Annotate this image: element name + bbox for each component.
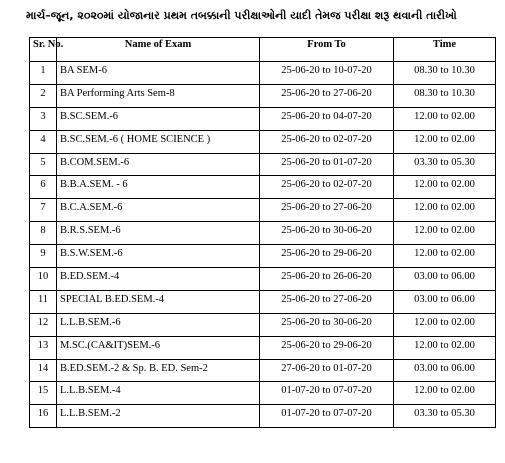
date-range-cell: 25-06-20 to 02-07-20 [260, 176, 394, 199]
sr-cell: 6 [30, 176, 57, 199]
time-cell: 03.00 to 06.00 [394, 359, 496, 382]
time-cell: 12.00 to 02.00 [394, 176, 496, 199]
table-row [30, 405, 496, 428]
date-range-cell: 25-06-20 to 29-06-20 [260, 336, 394, 359]
sr-cell: 8 [30, 222, 57, 245]
header-from-to: From To [260, 38, 394, 62]
exam-name-cell: BA SEM-6 [57, 62, 260, 85]
time-cell: 12.00 to 02.00 [394, 199, 496, 222]
sr-cell: 14 [30, 359, 57, 382]
exam-name-cell: B.SC.SEM.-6 ( HOME SCIENCE ) [57, 130, 260, 153]
sr-cell: 16 [30, 405, 57, 428]
date-range-cell: 25-06-20 to 30-06-20 [260, 222, 394, 245]
table-row [30, 176, 496, 199]
table-row [30, 268, 496, 291]
table-row [30, 107, 496, 130]
sr-cell: 12 [30, 313, 57, 336]
time-cell: 12.00 to 02.00 [394, 130, 496, 153]
time-cell: 08.30 to 10.30 [394, 84, 496, 107]
table-row [30, 290, 496, 313]
sr-cell: 1 [30, 62, 57, 85]
date-range-cell: 25-06-20 to 04-07-20 [260, 107, 394, 130]
exam-name-cell: B.R.S.SEM.-6 [57, 222, 260, 245]
date-range-cell: 25-06-20 to 01-07-20 [260, 153, 394, 176]
date-range-cell: 25-06-20 to 10-07-20 [260, 62, 394, 85]
date-range-cell: 25-06-20 to 30-06-20 [260, 313, 394, 336]
exam-name-cell: B.C.A.SEM.-6 [57, 199, 260, 222]
exam-name-cell: B.COM.SEM.-6 [57, 153, 260, 176]
table-row [30, 222, 496, 245]
table-row [30, 130, 496, 153]
exam-name-cell: B.SC.SEM.-6 [57, 107, 260, 130]
exam-name-cell: M.SC.(CA&IT)SEM.-6 [57, 336, 260, 359]
time-cell: 12.00 to 02.00 [394, 313, 496, 336]
header-sr-no: Sr. No. [30, 38, 57, 62]
time-cell: 12.00 to 02.00 [394, 107, 496, 130]
exam-name-cell: B.ED.SEM.-4 [57, 268, 260, 291]
time-cell: 12.00 to 02.00 [394, 382, 496, 405]
time-cell: 03.00 to 06.00 [394, 290, 496, 313]
time-cell: 12.00 to 02.00 [394, 336, 496, 359]
table-row [30, 359, 496, 382]
sr-cell: 13 [30, 336, 57, 359]
table-row [30, 336, 496, 359]
time-cell: 08.30 to 10.30 [394, 62, 496, 85]
time-cell: 03.00 to 06.00 [394, 268, 496, 291]
table-row [30, 382, 496, 405]
header-time: Time [394, 38, 496, 62]
sr-cell: 3 [30, 107, 57, 130]
date-range-cell: 01-07-20 to 07-07-20 [260, 382, 394, 405]
time-cell: 12.00 to 02.00 [394, 245, 496, 268]
date-range-cell: 25-06-20 to 02-07-20 [260, 130, 394, 153]
table-row [30, 313, 496, 336]
exam-name-cell: B.ED.SEM.-2 & Sp. B. ED. Sem-2 [57, 359, 260, 382]
date-range-cell: 25-06-20 to 26-06-20 [260, 268, 394, 291]
sr-cell: 2 [30, 84, 57, 107]
date-range-cell: 25-06-20 to 27-06-20 [260, 290, 394, 313]
exam-name-cell: B.B.A.SEM. - 6 [57, 176, 260, 199]
date-range-cell: 01-07-20 to 07-07-20 [260, 405, 394, 428]
time-cell: 03.30 to 05.30 [394, 153, 496, 176]
date-range-cell: 25-06-20 to 27-06-20 [260, 84, 394, 107]
table-row [30, 84, 496, 107]
sr-cell: 5 [30, 153, 57, 176]
table-row [30, 153, 496, 176]
table-body [30, 62, 496, 428]
sr-cell: 7 [30, 199, 57, 222]
exam-name-cell: L.L.B.SEM.-2 [57, 405, 260, 428]
date-range-cell: 25-06-20 to 29-06-20 [260, 245, 394, 268]
date-range-cell: 25-06-20 to 27-06-20 [260, 199, 394, 222]
time-cell: 03.30 to 05.30 [394, 405, 496, 428]
exam-name-cell: SPECIAL B.ED.SEM.-4 [57, 290, 260, 313]
exam-name-cell: BA Performing Arts Sem-8 [57, 84, 260, 107]
sr-cell: 11 [30, 290, 57, 313]
table-row [30, 245, 496, 268]
sr-cell: 9 [30, 245, 57, 268]
exam-name-cell: L.L.B.SEM.-4 [57, 382, 260, 405]
exam-name-cell: L.L.B.SEM.-6 [57, 313, 260, 336]
date-range-cell: 27-06-20 to 01-07-20 [260, 359, 394, 382]
table-row [30, 199, 496, 222]
exam-schedule-table [29, 37, 496, 428]
sr-cell: 10 [30, 268, 57, 291]
document-heading: માર્ચ–જૂન, ૨૦૨૦માં યોજાનાર પ્રથમ તબક્કાની પરીક્ષાઓની યાદી તેમજ પરીક્ષા શરૂ થવાની તારીખો [26, 9, 457, 22]
table-row [30, 62, 496, 85]
time-cell: 12.00 to 02.00 [394, 222, 496, 245]
header-exam-name: Name of Exam [57, 38, 260, 62]
sr-cell: 4 [30, 130, 57, 153]
exam-name-cell: B.S.W.SEM.-6 [57, 245, 260, 268]
table-header-row [30, 38, 496, 62]
sr-cell: 15 [30, 382, 57, 405]
